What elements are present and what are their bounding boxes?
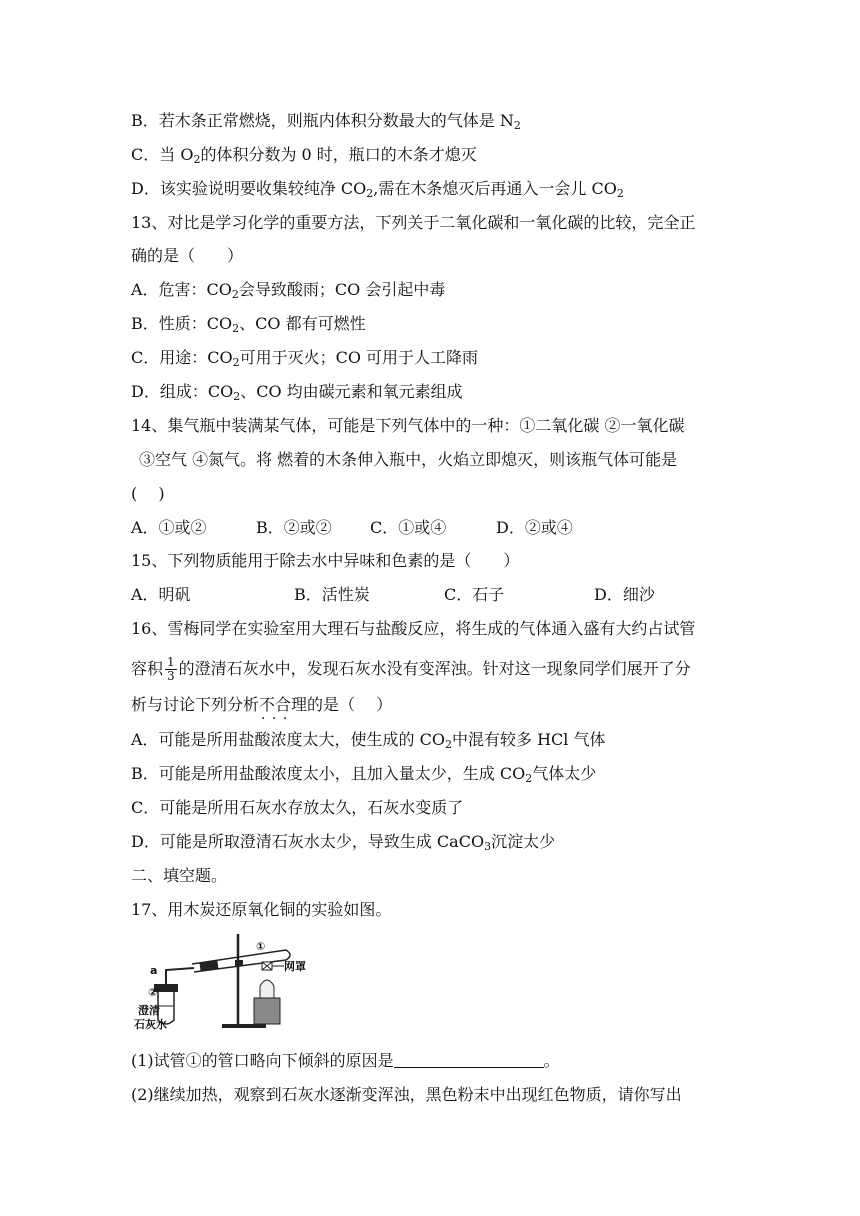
q16-option-a: A．可能是所用盐酸浓度太大，使生成的 $CO_2$中混有较多 HCl 气体: [131, 730, 606, 751]
label-a: a: [150, 964, 158, 977]
q15-options: [131, 584, 655, 606]
q16-stem-line2: 容积 $\frac{1}{3}$ 的澄清石灰水中，发现石灰水没有变浑浊。针对这一现象同学们展开了分: [131, 655, 691, 683]
q14-stem-line1: 14、集气瓶中装满某气体，可能是下列气体中的一种：①二氧化碳 ②一氧化碳: [131, 416, 685, 435]
q16-stem-line1: 16、雪梅同学在实验室用大理石与盐酸反应，将生成的气体通入盛有大约占试管: [131, 619, 696, 638]
q16-option-c: C．可能是所用石灰水存放太久，石灰水变质了: [131, 798, 464, 817]
q12-option-b: B．若木条正常燃烧，则瓶内体积分数最大的气体是 $N_2$: [131, 111, 521, 132]
section-title-fill-in: 二、填空题。: [131, 866, 228, 885]
q14-stem-line3: ( ): [131, 484, 165, 503]
q17-part2: (2)继续加热，观察到石灰水逐渐变浑浊，黑色粉末中出现红色物质，请你写出: [131, 1085, 682, 1104]
q17-part1: (1)试管①的管口略向下倾斜的原因是 。: [131, 1051, 560, 1070]
q15-option-c: C．石子: [444, 585, 505, 604]
q16-option-d: D．可能是所取澄清石灰水太少，导致生成 CaCO$_3$沉淀太少: [131, 832, 556, 853]
alcohol-lamp: [260, 980, 274, 998]
q13-stem-line1: 13、对比是学习化学的重要方法，下列关于二氧化碳和一氧化碳的比较，完全正: [131, 213, 696, 232]
q16-stem-line3: 析与讨论下列分析不合理 · · ·的是（ ）: [131, 694, 392, 716]
q14-options: [131, 517, 573, 539]
q13-option-c: C．用途：$CO_2$可用于灭火；CO 可用于人工降雨: [131, 348, 479, 369]
label-wire-gauze: 网罩: [284, 960, 306, 973]
q15-option-a: A．明矾: [131, 585, 191, 604]
label-tube-1: ①: [256, 940, 266, 953]
limewater-stopper: [154, 984, 178, 992]
q14-option-d: D．②或④: [496, 518, 573, 537]
label-limewater-1: 澄清: [138, 1004, 160, 1017]
q16-option-b: B．可能是所用盐酸浓度太小，且加入量太少，生成 $CO_2$气体太少: [131, 764, 597, 785]
q13-option-b: B．性质：$CO_2$、CO 都有可燃性: [131, 314, 366, 335]
label-tube-2: ②: [148, 986, 158, 999]
test-tube-bottom: [286, 950, 290, 960]
q14-option-b: B．②或②: [256, 518, 332, 537]
q15-option-b: B．活性炭: [294, 585, 370, 604]
q13-option-d: D．组成：$CO_2$、CO 均由碳元素和氧元素组成: [131, 382, 463, 403]
q15-stem: 15、下列物质能用于除去水中异味和色素的是（ ）: [131, 551, 520, 570]
q12-option-d: D．该实验说明要收集较纯净 $CO_2$,需在木条熄灭后再通入一会儿 $CO_2$: [131, 179, 624, 200]
emphasis-not-reasonable: 不合理 · · ·: [259, 694, 307, 716]
q13-stem-line2: 确的是（ ）: [131, 246, 244, 265]
one-third-fraction: $\frac{1}{3}$: [167, 655, 175, 683]
stand-base: [222, 1024, 266, 1028]
label-limewater-2: 石灰水: [134, 1018, 167, 1031]
q14-option-a: A．①或②: [131, 518, 207, 537]
q12-option-c: C．当 $O_2$的体积分数为 0 时，瓶口的木条才熄灭: [131, 145, 477, 166]
answer-blank[interactable]: [394, 1051, 544, 1068]
q14-option-c: C．①或④: [370, 518, 447, 537]
q14-stem-line2: ③空气 ④氮气。将 燃着的木条伸入瓶中，火焰立即熄灭，则该瓶气体可能是: [139, 450, 678, 469]
q15-option-d: D．细沙: [594, 585, 655, 604]
q13-option-a: A．危害：$CO_2$会导致酸雨；CO 会引起中毒: [131, 280, 446, 301]
apparatus-figure: [134, 928, 316, 1032]
q17-stem: 17、用木炭还原氧化铜的实验如图。: [131, 900, 392, 919]
lamp-stand-block: [254, 998, 280, 1024]
